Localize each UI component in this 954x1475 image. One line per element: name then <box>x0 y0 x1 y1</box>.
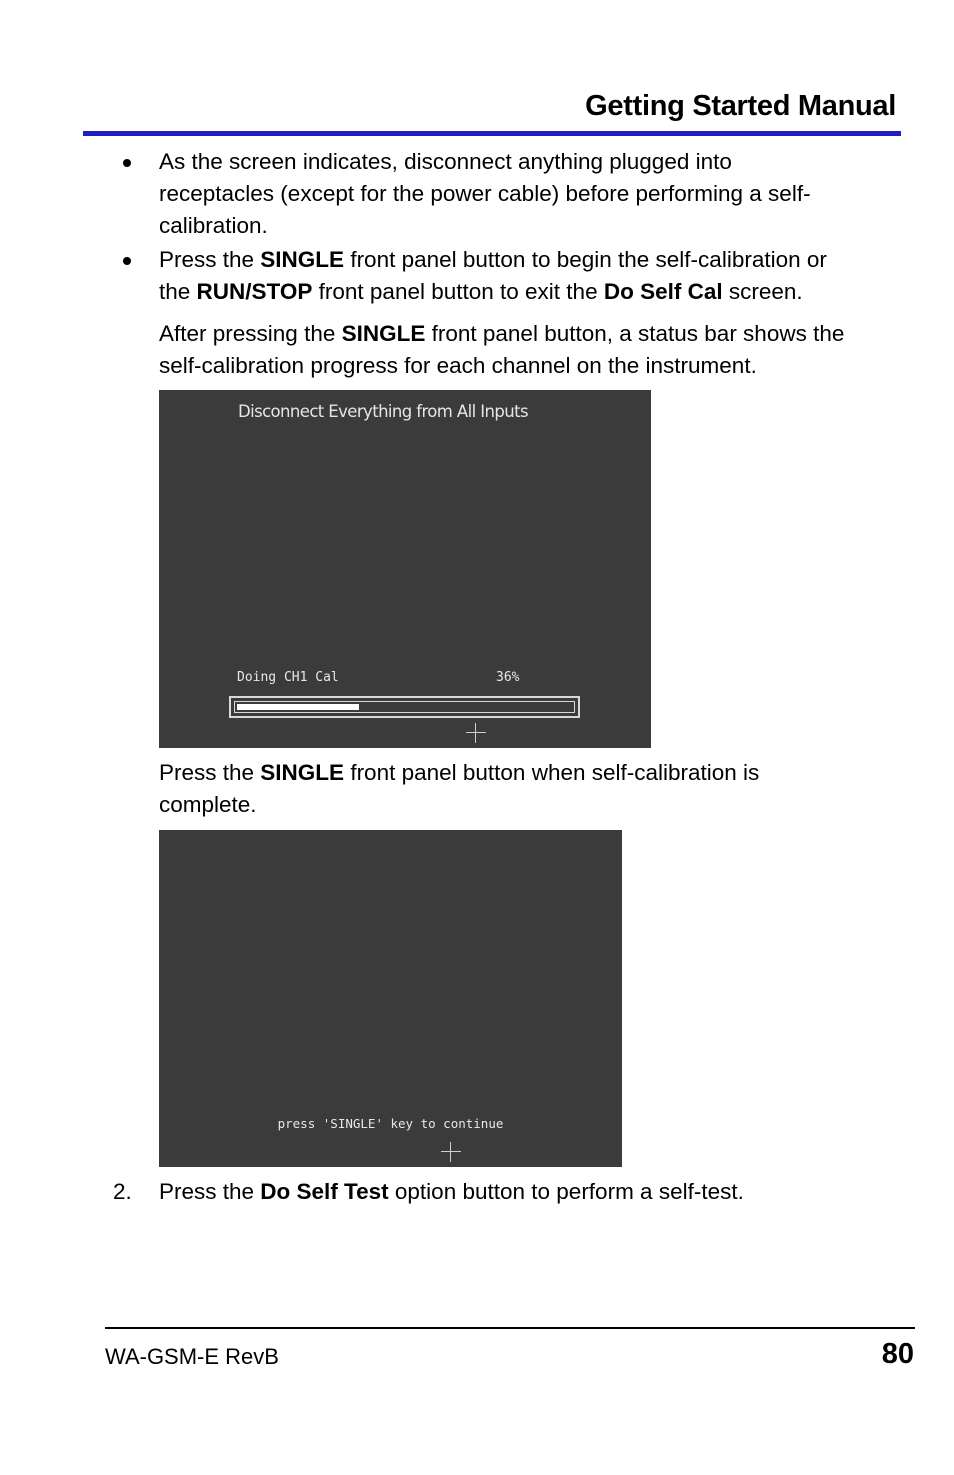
step-number: 2. <box>113 1179 132 1204</box>
bullet-item-disconnect <box>159 146 899 242</box>
cal-percent-text: 36% <box>496 670 520 685</box>
self-cal-progress-screenshot <box>159 390 651 748</box>
bullet-item-press-single <box>159 244 899 308</box>
text-run: front panel button to begin the self-calibration or <box>344 247 827 272</box>
header-rule <box>83 131 901 136</box>
text-run: option button to perform a self-test. <box>388 1179 744 1204</box>
para-line <box>159 757 904 789</box>
progress-fill <box>237 704 359 710</box>
bold-term: Do Self Test <box>260 1179 389 1204</box>
bullet-dot <box>123 257 131 265</box>
page-number: 80 <box>881 1338 914 1370</box>
text-run: Press the <box>159 760 261 785</box>
paragraph-status-bar <box>159 318 904 382</box>
text-run: front panel button to exit the <box>312 279 604 304</box>
bold-term: RUN/STOP <box>196 279 313 304</box>
bold-term: Do Self Cal <box>603 279 723 304</box>
footer-doc-id: WA-GSM-E RevB <box>105 1344 279 1369</box>
paragraph-press-single <box>159 757 904 821</box>
text-run: After pressing the <box>159 321 342 346</box>
bold-term: SINGLE <box>260 760 345 785</box>
bullet-line: receptacles (except for the power cable) before performing a self- <box>159 181 811 206</box>
bullet-line: calibration. <box>159 213 268 238</box>
cal-status-text: Doing CH1 Cal <box>237 670 339 685</box>
text-run: Press the <box>159 1179 261 1204</box>
text-run: the <box>159 279 197 304</box>
bold-term: SINGLE <box>341 321 426 346</box>
bullet-dot <box>123 159 131 167</box>
press-single-screenshot <box>159 830 622 1167</box>
footer-rule <box>105 1327 915 1329</box>
bullet-line <box>159 244 899 276</box>
bullet-line: As the screen indicates, disconnect anything plugged into <box>159 149 732 174</box>
crosshair-icon <box>441 1142 461 1162</box>
text-run: Press the <box>159 247 261 272</box>
para-line: self-calibration progress for each channel on the instrument. <box>159 353 757 378</box>
step-text <box>159 1176 744 1208</box>
progress-bar <box>229 696 580 718</box>
para-line <box>159 318 904 350</box>
para-line: complete. <box>159 792 257 817</box>
text-run: screen. <box>722 279 803 304</box>
bold-term: SINGLE <box>260 247 345 272</box>
text-run: front panel button, a status bar shows the <box>425 321 845 346</box>
continue-message: press 'SINGLE' key to continue <box>277 1116 504 1131</box>
screen-title: Disconnect Everything from All Inputs <box>238 402 528 421</box>
header-title: Getting Started Manual <box>585 90 896 122</box>
crosshair-icon <box>466 723 486 743</box>
text-run: front panel button when self-calibration is <box>344 760 760 785</box>
progress-track <box>234 701 575 713</box>
bullet-line <box>159 276 899 308</box>
